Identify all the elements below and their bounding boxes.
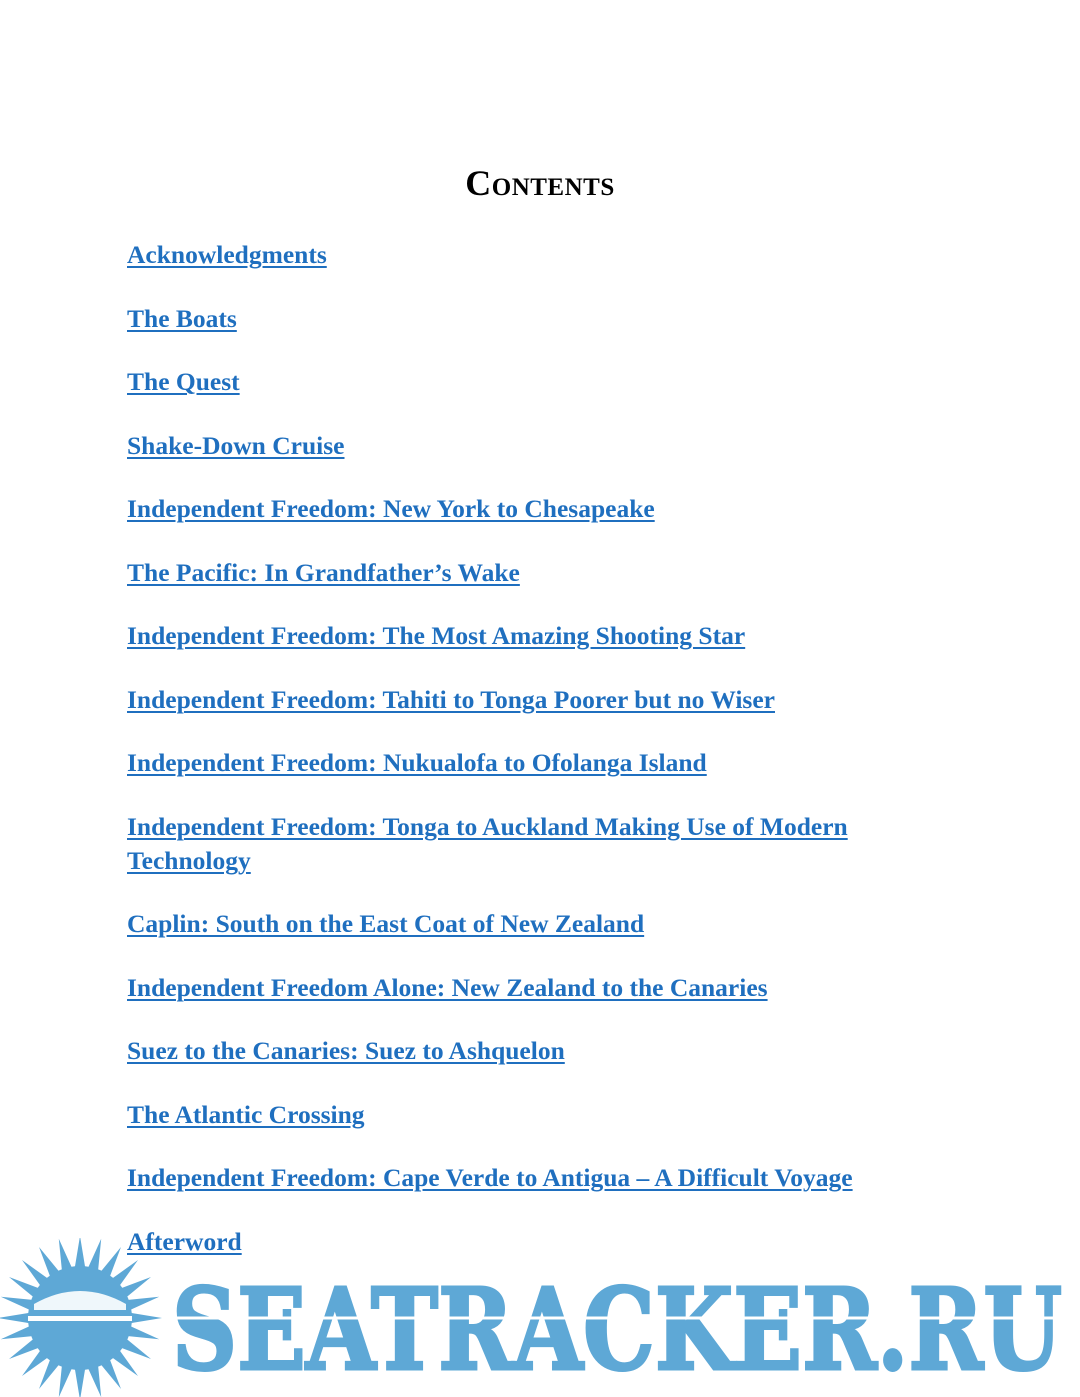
- toc-item: [127, 240, 927, 274]
- toc-item: [127, 909, 927, 943]
- toc-item: [127, 1100, 927, 1134]
- toc-link-atlantic-crossing[interactable]: The Atlantic Crossing: [127, 1099, 365, 1129]
- toc-item: [127, 494, 927, 528]
- toc-link-acknowledgments[interactable]: Acknowledgments: [127, 240, 327, 269]
- toc-link-caplin-east-coat[interactable]: Caplin: South on the East Coat of New Zealand: [127, 909, 645, 938]
- toc-link-the-quest[interactable]: The Quest: [127, 367, 240, 396]
- toc-link-nukualofa-to-ofolanga[interactable]: Independent Freedom: Nukualofa to Ofolanga Island: [127, 748, 707, 777]
- page-title: Contents: [465, 163, 615, 203]
- toc-item: [127, 558, 927, 592]
- toc-item: [127, 685, 927, 719]
- toc-item: [127, 367, 927, 401]
- toc-item: [127, 621, 927, 655]
- toc-link-new-zealand-to-canaries[interactable]: Independent Freedom Alone: New Zealand to the Canaries: [127, 972, 768, 1002]
- toc-link-afterword[interactable]: Afterword: [127, 1226, 242, 1256]
- sun-over-sea-icon: [0, 1238, 162, 1397]
- watermark-logo: [0, 1238, 1080, 1397]
- toc-item: [127, 1163, 927, 1197]
- toc-item: [127, 812, 927, 880]
- toc-link-tonga-to-auckland[interactable]: Independent Freedom: Tonga to Auckland Making Use of Modern Technology: [127, 811, 848, 875]
- toc-item: [127, 748, 927, 782]
- toc-item: [127, 973, 927, 1007]
- toc-link-new-york-to-chesapeake[interactable]: Independent Freedom: New York to Chesapeake: [127, 494, 655, 523]
- toc-link-suez-to-ashquelon[interactable]: Suez to the Canaries: Suez to Ashquelon: [127, 1036, 565, 1065]
- toc-link-shake-down-cruise[interactable]: Shake-Down Cruise: [127, 430, 345, 460]
- toc-link-shooting-star[interactable]: Independent Freedom: The Most Amazing Shooting Star: [127, 621, 746, 650]
- toc-link-cape-verde-to-antigua[interactable]: Independent Freedom: Cape Verde to Antigua – A Difficult Voyage: [127, 1163, 853, 1192]
- table-of-contents: [127, 240, 927, 1290]
- watermark-text: SEATRACKER.RU: [172, 1265, 1062, 1396]
- toc-link-grandfathers-wake[interactable]: The Pacific: In Grandfather’s Wake: [127, 557, 520, 587]
- toc-item: [127, 304, 927, 338]
- toc-item: [127, 1036, 927, 1070]
- toc-item: [127, 431, 927, 465]
- toc-link-the-boats[interactable]: The Boats: [127, 303, 237, 333]
- toc-link-tahiti-to-tonga[interactable]: Independent Freedom: Tahiti to Tonga Poorer but no Wiser: [127, 684, 775, 714]
